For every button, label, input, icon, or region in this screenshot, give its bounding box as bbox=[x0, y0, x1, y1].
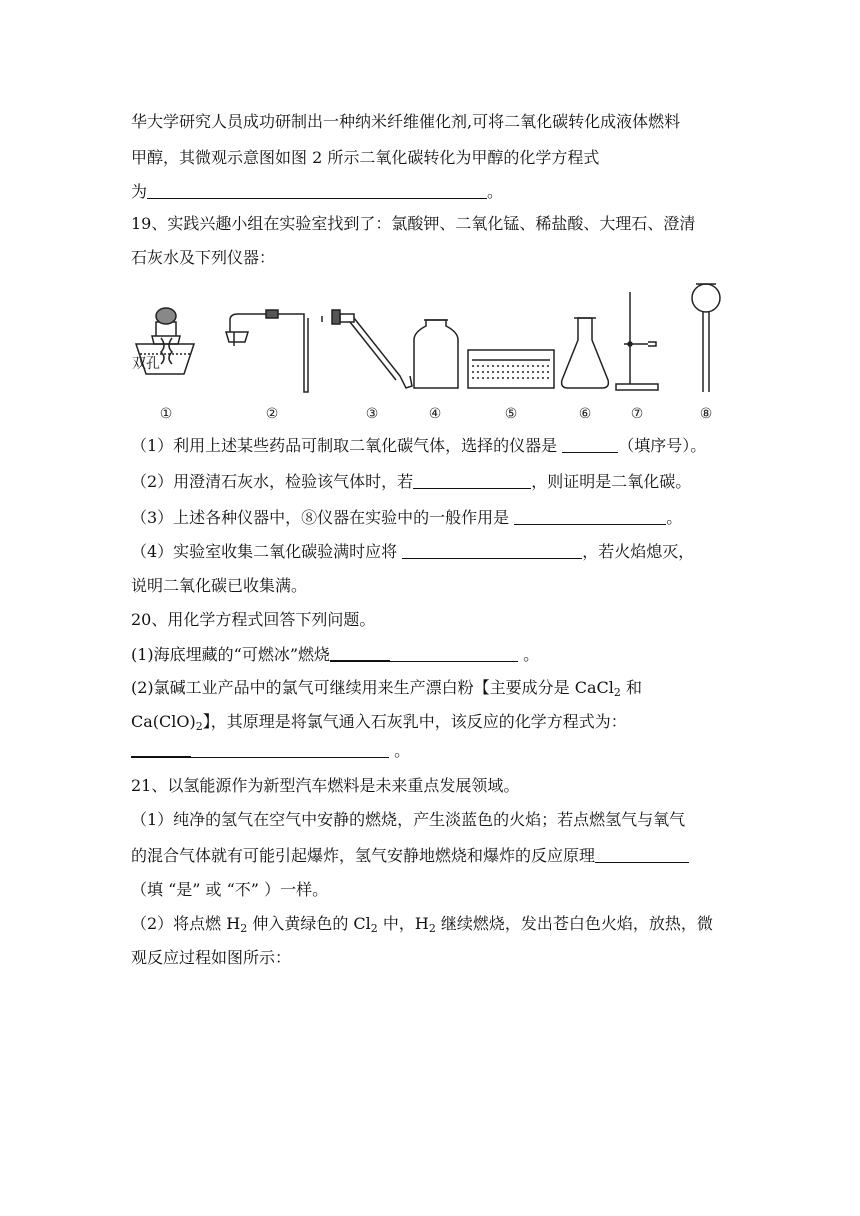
subscript: 2 bbox=[428, 922, 436, 935]
apparatus-number-2: ② bbox=[265, 406, 279, 422]
stopper-label: 双孔 bbox=[132, 356, 160, 372]
text-line bbox=[131, 182, 503, 202]
long-neck-funnel-drawing bbox=[692, 284, 720, 392]
answer-blank[interactable] bbox=[191, 741, 389, 758]
text-fragment: ，则证明是二氧化碳。 bbox=[531, 472, 692, 491]
text-line bbox=[131, 740, 410, 761]
apparatus-number-6: ⑥ bbox=[578, 406, 592, 422]
text-fragment: 继续燃烧，发出苍白色火焰，放热，微 bbox=[435, 914, 713, 933]
text-line: 说明二氧化碳已收集满。 bbox=[131, 576, 308, 595]
double-hole-stopper-drawing bbox=[226, 310, 308, 392]
subscript: 2 bbox=[370, 922, 378, 935]
question-20-part-1 bbox=[131, 644, 539, 665]
text-fragment: 。 bbox=[518, 645, 540, 664]
question-20-part-2 bbox=[131, 678, 642, 698]
answer-blank[interactable] bbox=[514, 508, 666, 525]
apparatus-number-3: ③ bbox=[365, 406, 379, 422]
text-fragment: 和 bbox=[620, 678, 642, 697]
text-line: 观反应过程如图所示： bbox=[131, 948, 292, 967]
text-line: 华大学研究人员成功研制出一种纳米纤维催化剂,可将二氧化碳转化成液体燃料 bbox=[131, 112, 681, 131]
text-fragment: 中，H bbox=[377, 914, 429, 933]
text-fragment: (1)海底埋藏的“可燃冰”燃烧 bbox=[131, 645, 331, 664]
subscript: 2 bbox=[195, 720, 203, 733]
text-fragment: （3）上述各种仪器中，⑧仪器在实验中的一般作用是 bbox=[131, 508, 515, 527]
conical-flask-drawing bbox=[562, 318, 609, 388]
apparatus-number-1: ① bbox=[159, 406, 173, 422]
text-fragment: 】，其原理是将氯气通入石灰乳中，该反应的化学方程式为： bbox=[202, 712, 627, 731]
answer-blank[interactable] bbox=[413, 472, 531, 489]
iron-stand-drawing bbox=[616, 292, 658, 390]
text-fragment: （4）实验室收集二氧化碳验满时应将 bbox=[131, 542, 403, 561]
answer-blank[interactable] bbox=[402, 542, 582, 559]
answer-blank[interactable] bbox=[390, 645, 518, 662]
answer-blank[interactable] bbox=[147, 182, 487, 199]
answer-blank[interactable] bbox=[131, 740, 191, 758]
text-line: （填 “是” 或 “不” ）一样。 bbox=[131, 880, 329, 899]
answer-blank[interactable] bbox=[330, 644, 390, 662]
bent-tube-stopper-drawing bbox=[322, 310, 412, 388]
apparatus-number-8: ⑧ bbox=[699, 406, 713, 422]
text-fragment: 的混合气体就有可能引起爆炸，氢气安静地燃烧和爆炸的反应原理 bbox=[131, 846, 596, 865]
question-19-stem: 石灰水及下列仪器： bbox=[131, 248, 276, 267]
text-fragment: 伸入黄绿色的 Cl bbox=[247, 914, 371, 933]
question-21-part-1: （1）纯净的氢气在空气中安静的燃烧，产生淡蓝色的火焰；若点燃氢气与氧气 bbox=[131, 810, 686, 829]
answer-blank[interactable] bbox=[595, 846, 689, 863]
text-fragment: (2)氯碱工业产品中的氯气可继续用来生产漂白粉【主要成分是 CaCl bbox=[131, 678, 614, 697]
text-fragment: 为 bbox=[131, 182, 148, 201]
text-fragment: 。 bbox=[487, 182, 504, 201]
text-fragment: Ca(ClO) bbox=[131, 712, 196, 731]
apparatus-number-5: ⑤ bbox=[504, 406, 518, 422]
text-fragment: 。 bbox=[666, 508, 683, 527]
question-19-part-2 bbox=[131, 472, 691, 492]
subscript: 2 bbox=[240, 922, 248, 935]
text-line: 甲醇，其微观示意图如图 2 所示二氧化碳转化为甲醇的化学方程式 bbox=[131, 148, 600, 167]
apparatus-figure bbox=[128, 276, 732, 428]
text-fragment: （填序号）。 bbox=[618, 436, 707, 455]
text-fragment: ，若火焰熄灭， bbox=[582, 542, 695, 561]
text-fragment: （2）用澄清石灰水，检验该气体时，若 bbox=[131, 472, 414, 491]
text-line bbox=[131, 846, 689, 866]
question-19-part-4 bbox=[131, 542, 694, 562]
question-21-stem: 21、以氢能源作为新型汽车燃料是未来重点发展领域。 bbox=[131, 776, 520, 795]
text-fragment: （2）将点燃 H bbox=[131, 914, 241, 933]
question-21-part-2 bbox=[131, 914, 713, 934]
question-20-stem: 20、用化学方程式回答下列问题。 bbox=[131, 610, 376, 629]
apparatus-number-4: ④ bbox=[428, 406, 442, 422]
answer-blank[interactable] bbox=[562, 436, 618, 453]
text-fragment: （1）利用上述某些药品可制取二氧化碳气体，选择的仪器是 bbox=[131, 436, 563, 455]
question-19-part-1 bbox=[131, 436, 706, 456]
apparatus-number-7: ⑦ bbox=[630, 406, 644, 422]
subscript: 2 bbox=[613, 686, 621, 699]
gas-jar-drawing bbox=[414, 320, 458, 388]
question-19-part-3 bbox=[131, 508, 682, 528]
water-trough-drawing bbox=[468, 350, 554, 388]
text-line bbox=[131, 712, 627, 732]
text-fragment: 。 bbox=[389, 741, 411, 760]
question-19-stem: 19、实践兴趣小组在实验室找到了：氯酸钾、二氧化锰、稀盐酸、大理石、澄清 bbox=[131, 214, 696, 233]
